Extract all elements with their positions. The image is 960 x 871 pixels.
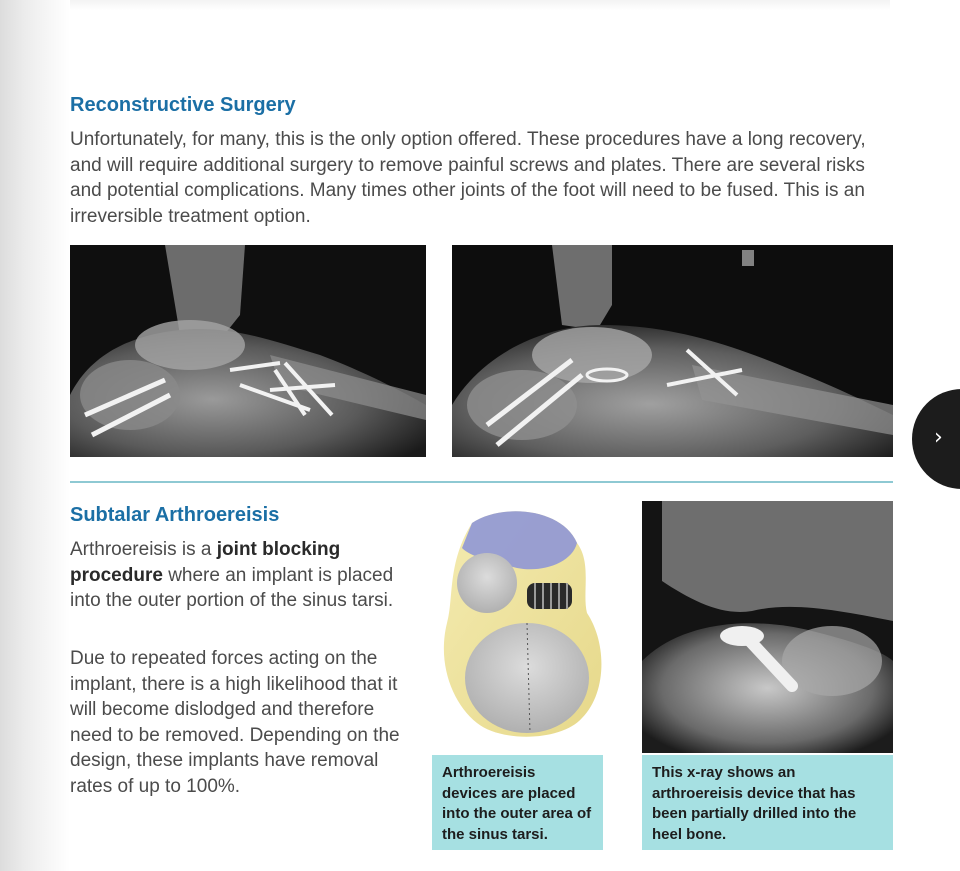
reconstructive-surgery-heading: Reconstructive Surgery bbox=[70, 94, 296, 116]
xray-reconstruction-right bbox=[452, 245, 893, 457]
caption-xray-device: This x-ray shows an arthroereisis device that has been partially drilled into the heel bone. bbox=[642, 755, 893, 850]
subtalar-paragraph-2: Due to repeated forces acting on the implant, there is a high likelihood that it will become dislodged and therefore need to be removed. Depending on the design, these implants have removal rates of up to 100%. bbox=[70, 648, 400, 797]
page-spine-shadow bbox=[0, 0, 70, 871]
next-page-button[interactable] bbox=[912, 389, 960, 489]
implant-bone-illustration bbox=[432, 503, 610, 743]
subtalar-paragraph-1 bbox=[70, 537, 400, 614]
arthroereisis-implant bbox=[527, 583, 572, 609]
subtalar-arthroereisis-heading: Subtalar Arthroereisis bbox=[70, 504, 280, 526]
xray-reconstruction-left bbox=[70, 245, 426, 457]
xray-arthroereisis-device bbox=[642, 501, 893, 753]
caption-implant-illustration: Arthroereisis devices are placed into the outer area of the sinus tarsi. bbox=[432, 755, 603, 850]
subtalar-text-bold: joint blocking procedure bbox=[70, 539, 341, 586]
page-top-shadow bbox=[70, 0, 890, 10]
subtalar-text-post: where an implant is placed into the outer portion of the sinus tarsi. bbox=[70, 564, 394, 611]
subtalar-text-pre: Arthroereisis is a bbox=[70, 539, 217, 560]
chevron-right-icon: › bbox=[934, 425, 943, 450]
reconstructive-surgery-text: Unfortunately, for many, this is the only option offered. These procedures have a long recovery, and will require additional surgery to remove painful screws and plates. There are several risks and potential complications. Many times other joints of the foot will need to be fused. This is an irreversible treatment option. bbox=[70, 129, 866, 227]
section-divider bbox=[70, 481, 893, 483]
